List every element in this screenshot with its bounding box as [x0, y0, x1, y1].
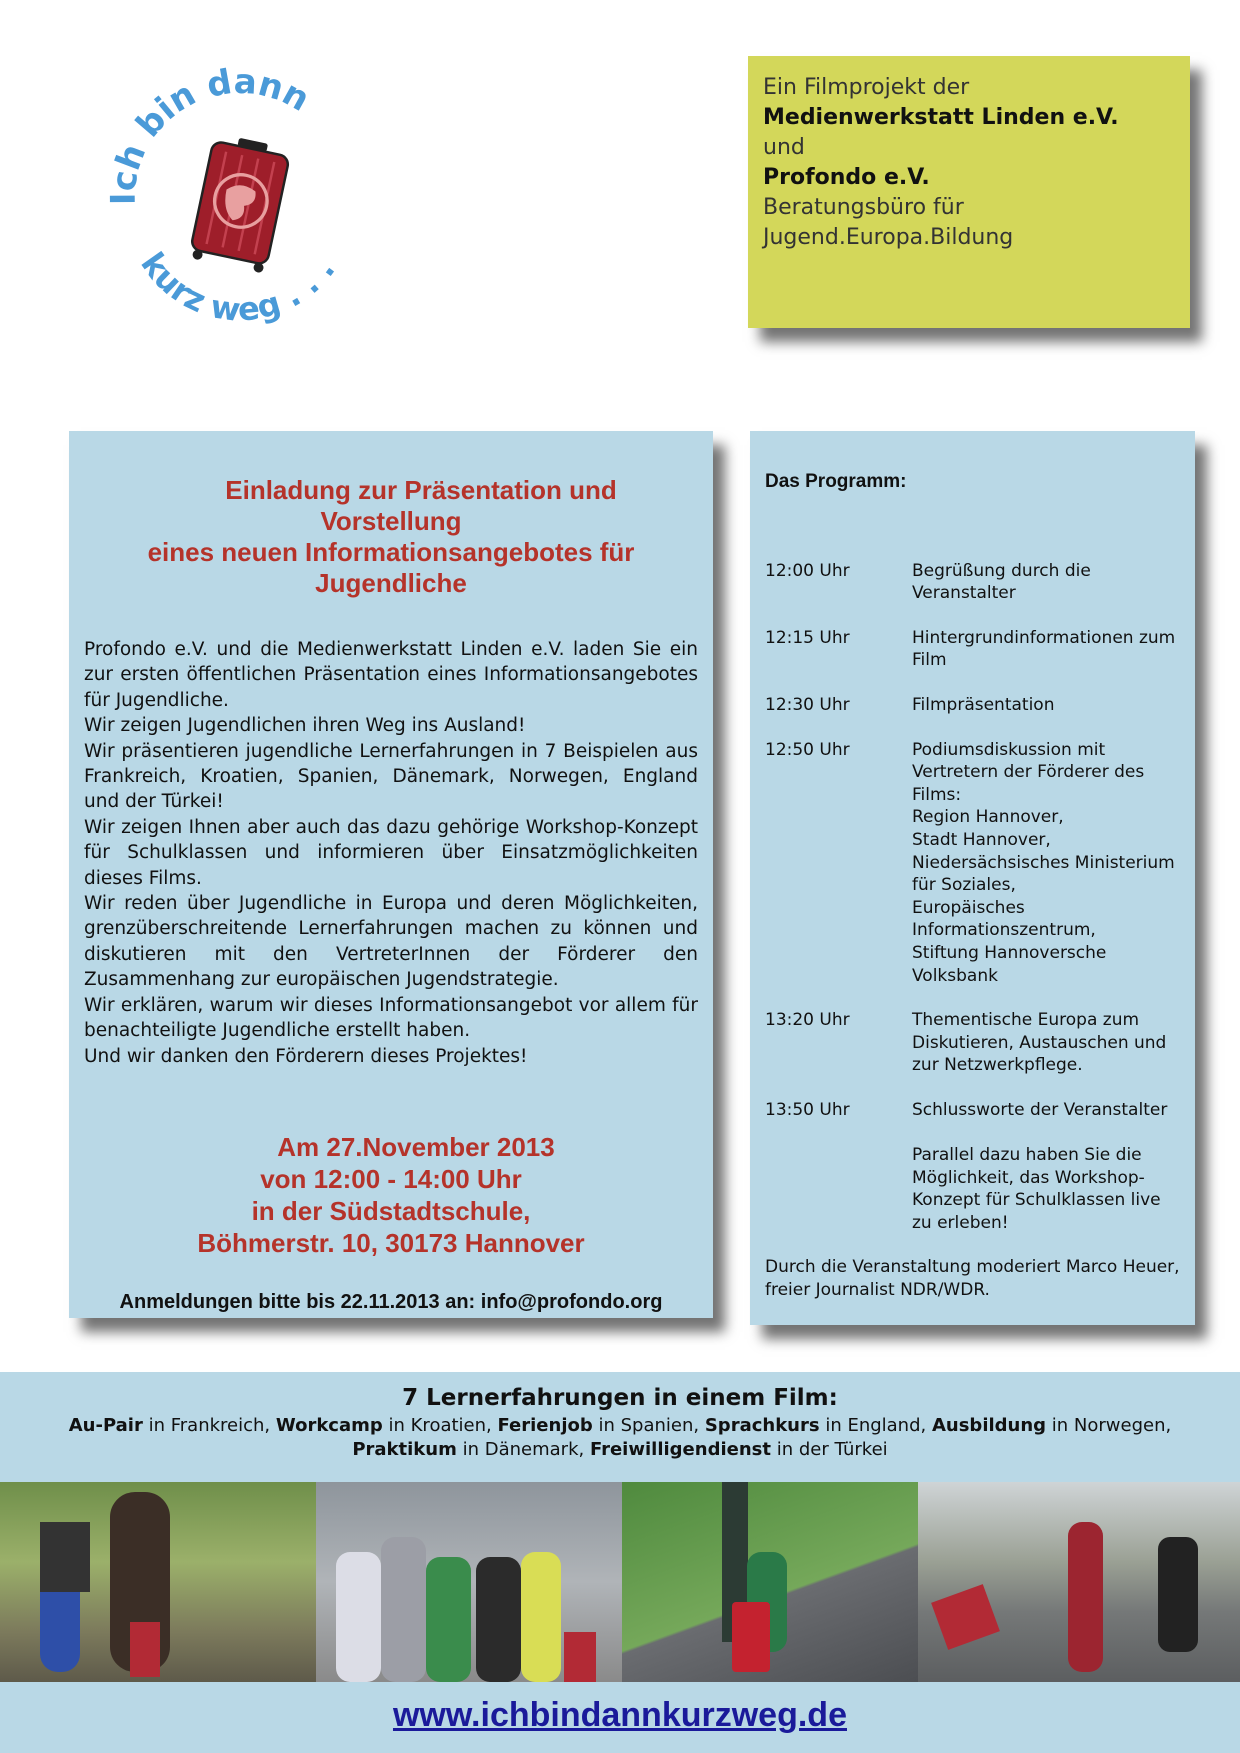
- banner-title: 7 Lernerfahrungen in einem Film:: [402, 1385, 838, 1411]
- program-desc: Begrüßung durch die Veranstalter: [912, 560, 1091, 604]
- photo-girl-by-lamppost: [622, 1482, 918, 1682]
- event-details: [84, 1131, 698, 1259]
- suitcase-icon: [189, 133, 292, 274]
- program-desc: Thementische Europa zum Diskutieren, Austauschen und zur Netzwerkpflege.: [912, 1010, 1167, 1076]
- program-desc: Filmpräsentation: [912, 694, 1055, 715]
- program-time: 13:20 Uhr: [765, 1010, 850, 1031]
- logo-text-bottom: kurz weg . . .: [133, 245, 343, 330]
- website-band: [0, 1682, 1240, 1753]
- program-time: 12:15 Uhr: [765, 627, 850, 648]
- headline-line: eines neuen Informationsangebotes für: [147, 537, 635, 567]
- program-item: [765, 1009, 1181, 1077]
- photo-strip: [0, 1482, 1240, 1682]
- experiences-banner: [0, 1372, 1240, 1482]
- program-item: [765, 627, 1181, 672]
- experience-type: Sprachkurs: [704, 1415, 820, 1436]
- program-time: 12:00 Uhr: [765, 560, 850, 581]
- paragraph: Wir zeigen Jugendlichen ihren Weg ins Ausland!: [84, 715, 526, 737]
- program-title: Das Programm:: [765, 471, 907, 492]
- experience-type: Praktikum: [352, 1439, 457, 1460]
- event-date: Am 27.November 2013: [277, 1131, 555, 1162]
- paragraph: Und wir danken den Förderern dieses Projektes!: [84, 1045, 528, 1067]
- invitation-headline: [84, 475, 698, 599]
- registration-note: Anmeldungen bitte bis 22.11.2013 an: info@profondo.org: [119, 1290, 663, 1313]
- experience-place: in der Türkei: [776, 1439, 888, 1460]
- headline-line: Vorstellung: [320, 506, 462, 536]
- paragraph: Wir reden über Jugendliche in Europa und deren Möglichkeiten, grenzüberschreitende Lernerfahrungen machen zu können und diskutieren mit den VertreterInnen der Förderer den Zusammenhang zur europäischen Jugendstrategie.: [84, 893, 698, 991]
- program-time: 13:50 Uhr: [765, 1099, 850, 1120]
- headline-line: Einladung zur Präsentation und: [225, 475, 617, 505]
- photo-girl-jumping: [918, 1482, 1240, 1682]
- event-address: Böhmerstr. 10, 30173 Hannover: [197, 1227, 585, 1258]
- experience-type: Au-Pair: [68, 1415, 143, 1436]
- experiences-list: Au-Pair in Frankreich, Workcamp in Kroatien, Ferienjob in Spanien, Sprachkurs in England, Ausbildung in Norwegen, Praktikum in Dänemark, Freiwilligendienst in der Türkei: [68, 1415, 1172, 1460]
- invitation-text: [84, 637, 698, 1069]
- program-desc: Podiumsdiskussion mit Vertretern der Förderer des Films: Region Hannover, Stadt Hannover, Niedersächsisches Ministerium für Soziales, Europäisches Informationszentrum, Stiftung Hannoversche Volksbank: [912, 739, 1175, 986]
- program-item: [765, 1099, 1181, 1235]
- experience-place: in Frankreich: [148, 1415, 265, 1436]
- org-medienwerkstatt: Medienwerkstatt Linden e.V.: [763, 105, 1119, 130]
- paragraph: Wir präsentieren jugendliche Lernerfahrungen in 7 Beispielen aus Frankreich, Kroatien, Spanien, Dänemark, Norwegen, England und der Türkei!: [84, 740, 698, 813]
- program-item: [765, 739, 1181, 988]
- program-footer: Durch die Veranstaltung moderiert Marco Heuer, freier Journalist NDR/WDR.: [765, 1257, 1180, 1301]
- invitation-panel: [69, 431, 713, 1318]
- org-profondo: Profondo e.V.: [763, 165, 930, 190]
- event-time: von 12:00 - 14:00 Uhr: [260, 1163, 522, 1194]
- paragraph: Wir zeigen Ihnen aber auch das dazu gehörige Workshop-Konzept für Schulklassen und informieren über Einsatzmöglichkeiten dieses Films.: [84, 816, 698, 889]
- experience-type: Freiwilligendienst: [589, 1439, 771, 1460]
- photo-group-of-girls: [316, 1482, 622, 1682]
- org-desc-1: Beratungsbüro für: [763, 195, 964, 220]
- paragraph: Wir erklären, warum wir dieses Informationsangebot vor allem für benachteiligte Jugendliche erstellt haben.: [84, 994, 698, 1042]
- experience-place: in Spanien: [598, 1415, 694, 1436]
- experience-type: Ausbildung: [931, 1415, 1047, 1436]
- paragraph: Profondo e.V. und die Medienwerkstatt Linden e.V. laden Sie ein zur ersten öffentlichen Präsentation eines Informationsangebotes für Jugendliche.: [84, 639, 698, 711]
- org-desc-2: Jugend.Europa.Bildung: [763, 225, 1014, 250]
- logo: [103, 61, 380, 335]
- project-intro: Ein Filmprojekt der: [763, 75, 970, 100]
- program-time: 12:30 Uhr: [765, 694, 850, 715]
- experience-place: in England: [825, 1415, 921, 1436]
- experience-type: Ferienjob: [497, 1415, 593, 1436]
- project-info-box: [748, 56, 1190, 328]
- program-desc: Schlussworte der Veranstalter Parallel dazu haben Sie die Möglichkeit, das Workshop-Konzept für Schulklassen live zu erleben!: [912, 1099, 1168, 1233]
- experience-type: Workcamp: [275, 1415, 383, 1436]
- connector: und: [763, 135, 805, 160]
- program-time: 12:50 Uhr: [765, 739, 850, 760]
- program-desc: Hintergrundinformationen zum Film: [912, 627, 1176, 671]
- photo-girl-with-bear-statue: [0, 1482, 316, 1682]
- program-item: [765, 560, 1181, 605]
- website-link[interactable]: www.ichbindannkurzweg.de: [392, 1696, 847, 1734]
- experience-place: in Dänemark: [462, 1439, 579, 1460]
- logo-text-top: Ich bin dann: [103, 61, 317, 206]
- experience-place: in Kroatien: [388, 1415, 487, 1436]
- program-item: [765, 694, 1181, 717]
- experience-place: in Norwegen: [1051, 1415, 1166, 1436]
- program-panel: [750, 431, 1195, 1325]
- event-venue: in der Südstadtschule,: [251, 1195, 531, 1226]
- headline-line: Jugendliche: [315, 568, 467, 598]
